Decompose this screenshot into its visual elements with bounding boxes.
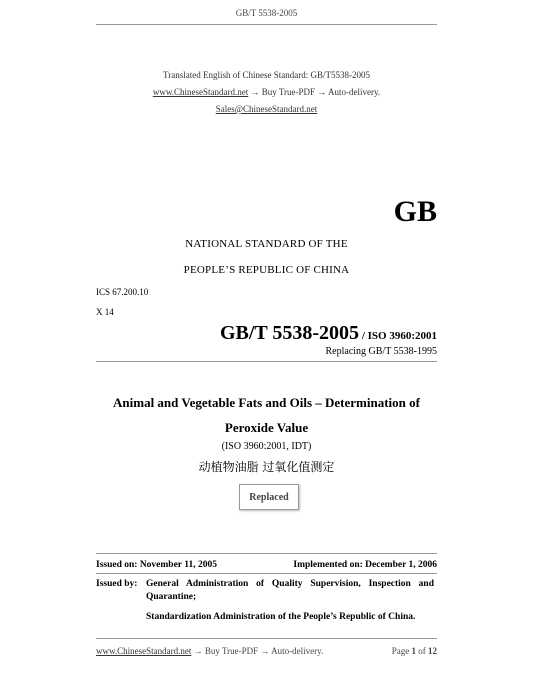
page-label: Page: [391, 646, 410, 656]
footer-purchase-text: → Buy True-PDF → Auto-delivery.: [191, 646, 324, 656]
chinese-title: 动植物油脂 过氧化值测定: [198, 460, 335, 474]
replaced-stamp: Replaced: [239, 484, 299, 510]
national-standard-line2: PEOPLE’S REPUBLIC OF CHINA: [183, 264, 350, 276]
document-title-line1: Animal and Vegetable Fats and Oils – Determination of: [113, 395, 420, 410]
page-total: 12: [428, 646, 437, 656]
replacing-note: Replacing GB/T 5538-1995: [325, 346, 437, 357]
footer-purchase-line: [96, 646, 323, 656]
issuer-secondary: Standardization Administration of the People’s Republic of China.: [146, 612, 416, 622]
standard-code: [220, 322, 437, 345]
page-counter: [392, 646, 437, 656]
footer-rule: [96, 638, 437, 639]
implemented-date: Implemented on: December 1, 2006: [293, 560, 437, 570]
purchase-text: → Buy True-PDF → Auto-delivery.: [248, 87, 381, 97]
site-link[interactable]: www.ChineseStandard.net: [152, 87, 249, 97]
page-number: 1: [411, 646, 416, 656]
translation-note: Translated English of Chinese Standard: GB/T5538-2005: [163, 70, 370, 80]
issued-by: [96, 578, 437, 604]
page-header-code: GB/T 5538-2005: [235, 8, 298, 18]
gb-logo: GB: [393, 195, 437, 228]
national-standard-line1: NATIONAL STANDARD OF THE: [185, 238, 348, 250]
title-rule: [96, 361, 437, 362]
header-rule: [96, 24, 437, 25]
email-link[interactable]: Sales@ChineseStandard.net: [215, 104, 318, 114]
issued-date: Issued on: November 11, 2005: [96, 560, 217, 570]
purchase-line: [0, 87, 533, 97]
ics-code: ICS 67.200.10: [96, 287, 149, 297]
document-title-line2: Peroxide Value: [224, 420, 309, 435]
issuer-primary: General Administration of Quality Supervision, Inspection and Quarantine;: [146, 579, 434, 602]
issuer-rule: [96, 573, 437, 574]
standard-number: GB/T 5538-2005: [219, 322, 360, 344]
iso-equivalent: / ISO 3960:2001: [359, 330, 437, 342]
email-line: [0, 104, 533, 114]
of-label: of: [418, 646, 426, 656]
dates-rule: [96, 553, 437, 554]
iso-reference: (ISO 3960:2001, IDT): [221, 441, 312, 452]
issued-by-label: Issued by:: [96, 579, 138, 589]
footer-site-link[interactable]: www.ChineseStandard.net: [96, 646, 192, 656]
class-code: X 14: [96, 307, 114, 317]
